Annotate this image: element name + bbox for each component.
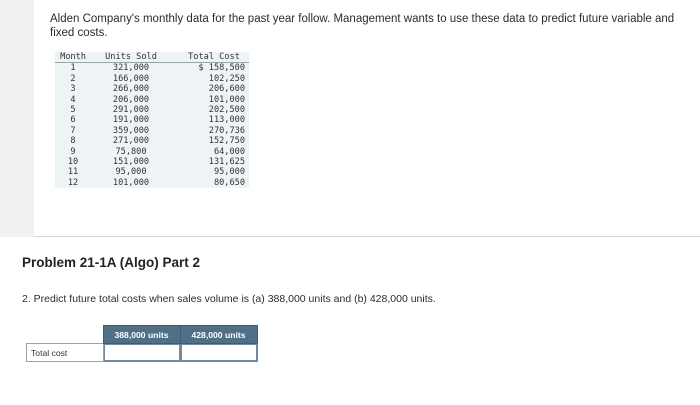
header-month: Month xyxy=(55,52,91,63)
table-row xyxy=(55,178,249,188)
month-cell: 7 xyxy=(70,125,76,136)
total-cost-cell: 101,000 xyxy=(208,94,245,105)
units-sold-cell: 271,000 xyxy=(112,136,150,147)
units-sold-cell: 101,000 xyxy=(112,177,150,188)
month-cell: 12 xyxy=(67,177,79,188)
table-row xyxy=(55,147,249,157)
problem-title: Problem 21-1A (Algo) Part 2 xyxy=(22,255,201,270)
units-sold-cell: 321,000 xyxy=(112,63,150,74)
month-cell: 11 xyxy=(67,167,79,178)
header-total-cost: Total Cost xyxy=(179,52,249,63)
total-cost-cell: 202,500 xyxy=(208,105,245,116)
total-cost-cell: $ 158,500 xyxy=(198,63,245,74)
total-cost-cell: 64,000 xyxy=(213,146,245,157)
monthly-data-table xyxy=(55,52,249,188)
total-cost-cell: 270,736 xyxy=(208,125,245,136)
month-cell: 4 xyxy=(70,94,76,105)
units-sold-cell: 206,000 xyxy=(112,94,150,105)
total-cost-388000-input[interactable] xyxy=(104,344,180,361)
total-cost-388000-cell xyxy=(103,344,180,362)
total-cost-row xyxy=(27,344,258,362)
month-cell: 10 xyxy=(67,157,79,168)
answer-table xyxy=(26,325,258,362)
month-cell: 6 xyxy=(70,115,76,126)
total-cost-label: Total cost xyxy=(27,344,104,362)
total-cost-cell: 206,600 xyxy=(208,84,245,95)
month-cell: 9 xyxy=(70,146,76,157)
units-sold-cell: 75,800 xyxy=(115,146,147,157)
table-row xyxy=(55,157,249,167)
data-table-header-row xyxy=(55,52,249,63)
table-row xyxy=(55,105,249,115)
total-cost-cell: 102,250 xyxy=(208,73,245,84)
units-sold-cell: 151,000 xyxy=(112,157,150,168)
table-row xyxy=(55,84,249,94)
table-row xyxy=(55,115,249,125)
intro-text: Alden Company's monthly data for the past year follow. Management wants to use these data to predict future variable and fixed costs. xyxy=(50,13,675,39)
total-cost-428000-cell xyxy=(180,344,257,362)
answer-header-row xyxy=(27,326,258,344)
month-cell: 8 xyxy=(70,136,76,147)
month-cell: 3 xyxy=(70,84,76,95)
units-sold-cell: 166,000 xyxy=(112,73,150,84)
table-row xyxy=(55,95,249,105)
total-cost-cell: 95,000 xyxy=(213,167,245,178)
problem-part-panel xyxy=(0,237,700,405)
question-text: 2. Predict future total costs when sales volume is (a) 388,000 units and (b) 428,000 units. xyxy=(22,293,436,305)
month-cell: 5 xyxy=(70,105,76,116)
units-sold-cell: 291,000 xyxy=(112,105,150,116)
total-cost-428000-input[interactable] xyxy=(181,344,257,361)
total-cost-cell: 152,750 xyxy=(208,136,245,147)
table-row xyxy=(55,126,249,136)
problem-context-panel xyxy=(34,0,700,237)
header-388000-units: 388,000 units xyxy=(103,326,180,344)
table-row xyxy=(55,74,249,84)
table-row xyxy=(55,136,249,146)
total-cost-cell: 113,000 xyxy=(208,115,245,126)
month-cell: 1 xyxy=(70,63,76,74)
header-428000-units: 428,000 units xyxy=(180,326,257,344)
units-sold-cell: 266,000 xyxy=(112,84,150,95)
units-sold-cell: 359,000 xyxy=(112,125,150,136)
units-sold-cell: 191,000 xyxy=(112,115,150,126)
units-sold-cell: 95,000 xyxy=(115,167,147,178)
table-row xyxy=(55,63,249,74)
total-cost-cell: 131,625 xyxy=(208,157,245,168)
table-row xyxy=(55,167,249,177)
header-units-sold: Units Sold xyxy=(91,52,171,63)
month-cell: 2 xyxy=(70,73,76,84)
total-cost-cell: 80,650 xyxy=(213,177,245,188)
